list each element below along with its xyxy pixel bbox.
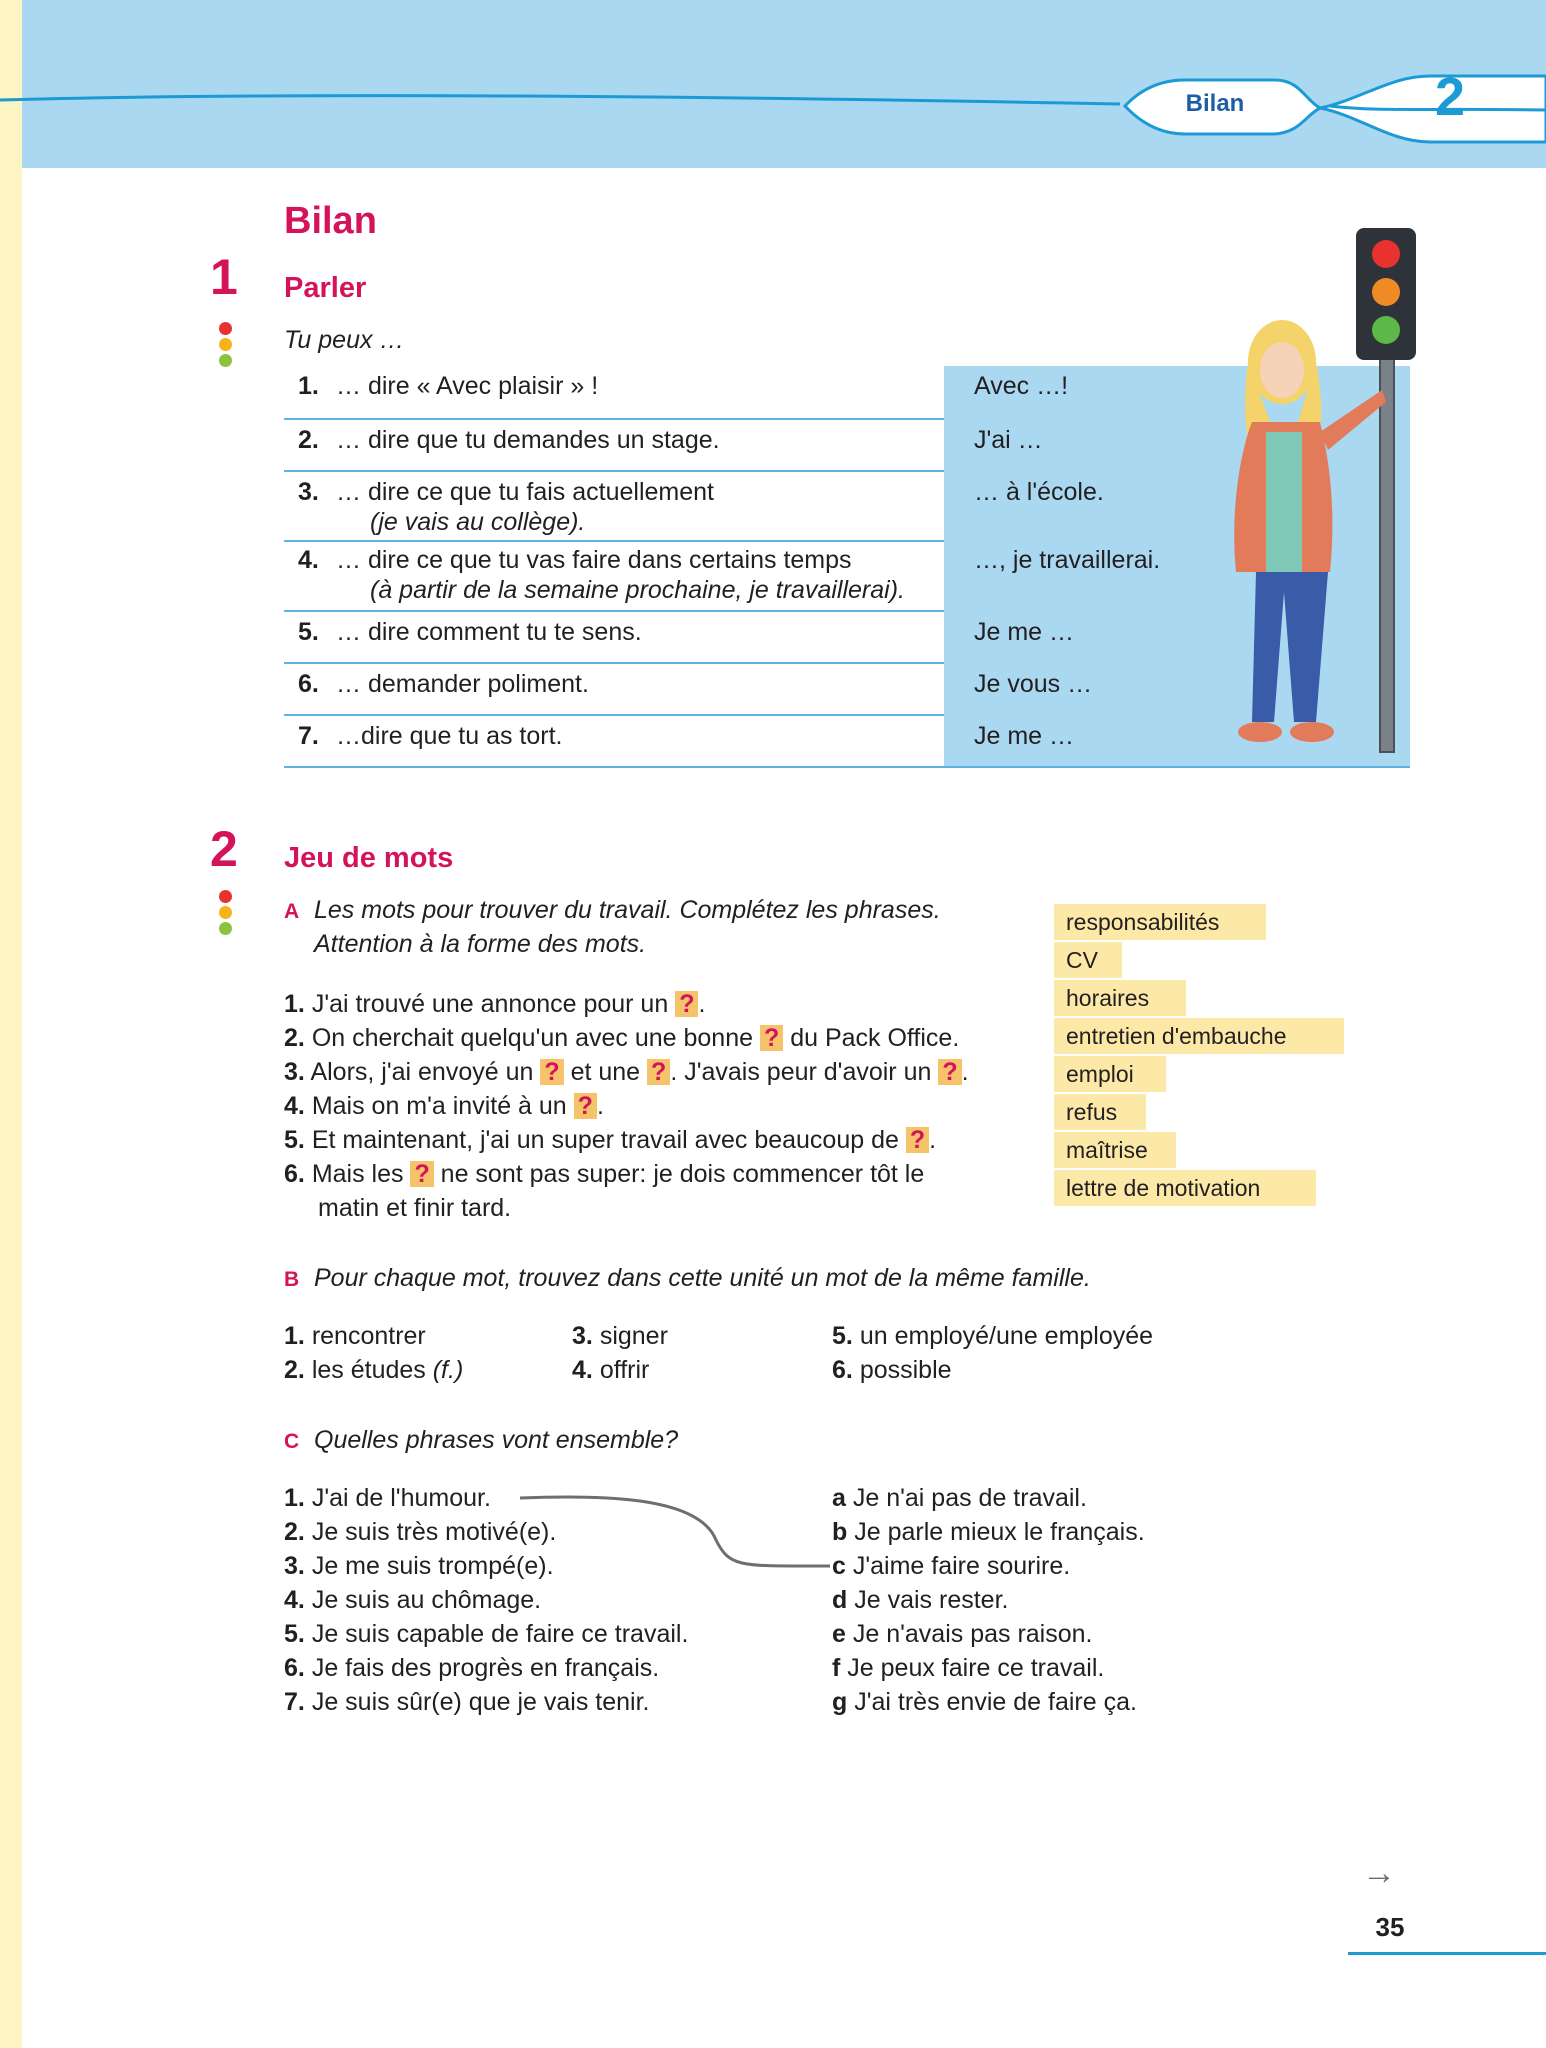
header-tab-label: Bilan <box>1185 90 1245 117</box>
blank-qmark: ? <box>410 1161 433 1187</box>
match-right-item: f Je peux faire ce travail. <box>832 1654 1105 1682</box>
left-margin-strip <box>0 0 22 2048</box>
yellow-dot-icon <box>219 338 232 351</box>
word-box-item: horaires <box>1054 980 1186 1016</box>
section-1-title: Parler <box>284 272 367 304</box>
answer-text: Avec …! <box>974 372 1069 400</box>
list-item: 3. signer <box>572 1322 668 1350</box>
match-right-item: g J'ai très envie de faire ça. <box>832 1688 1137 1716</box>
blank-qmark: ? <box>540 1059 563 1085</box>
traffic-light-girl-illustration <box>1170 222 1430 762</box>
word-box-item: lettre de motivation <box>1054 1170 1316 1206</box>
answer-text: Je me … <box>974 618 1075 646</box>
match-right-item: a Je n'ai pas de travail. <box>832 1484 1087 1512</box>
match-right-item: b Je parle mieux le français. <box>832 1518 1145 1546</box>
word-box-item: responsabilités <box>1054 904 1266 940</box>
row-subtext: (je vais au collège). <box>370 508 586 536</box>
match-right-item: e Je n'avais pas raison. <box>832 1620 1093 1648</box>
next-page-arrow-icon[interactable]: → <box>1362 1854 1396 1892</box>
row-text: … dire « Avec plaisir » ! <box>336 372 599 400</box>
blank-qmark: ? <box>938 1059 961 1085</box>
row-number: 4. <box>298 546 319 574</box>
row-text: … dire ce que tu vas faire dans certains temps <box>336 546 852 574</box>
section-2-title: Jeu de mots <box>284 842 454 874</box>
match-left-item: 1. J'ai de l'humour. <box>284 1484 491 1512</box>
match-left-item: 6. Je fais des progrès en français. <box>284 1654 660 1682</box>
yellow-dot-icon <box>219 906 232 919</box>
match-right-item: c J'aime faire sourire. <box>832 1552 1071 1580</box>
section-1-number: 1 <box>210 249 238 305</box>
part-c-letter: C <box>284 1430 300 1453</box>
section-1-intro: Tu peux … <box>284 326 405 354</box>
part-a-letter: A <box>284 900 300 923</box>
row-number: 3. <box>298 478 319 506</box>
fill-sentence: 1. J'ai trouvé une annonce pour un ? . <box>284 990 706 1018</box>
section-2-number: 2 <box>210 821 238 877</box>
row-number: 6. <box>298 670 319 698</box>
row-number: 1. <box>298 372 319 400</box>
match-left-item: 5. Je suis capable de faire ce travail. <box>284 1620 689 1648</box>
list-item: 6. possible <box>832 1356 952 1384</box>
red-dot-icon <box>219 890 232 903</box>
header-wave-line <box>0 0 1546 168</box>
answer-text: … à l'école. <box>974 478 1104 506</box>
match-left-item: 4. Je suis au chômage. <box>284 1586 542 1614</box>
word-box-item: refus <box>1054 1094 1146 1130</box>
row-number: 7. <box>298 722 319 750</box>
word-box-item: maîtrise <box>1054 1132 1176 1168</box>
fill-sentence-continuation: matin et finir tard. <box>318 1194 512 1222</box>
row-number: 5. <box>298 618 319 646</box>
row-text: … dire que tu demandes un stage. <box>336 426 720 454</box>
fill-sentence: 4. Mais on m'a invité à un ? . <box>284 1092 604 1120</box>
fill-sentence: 6. Mais les ? ne sont pas super: je dois commencer tôt le <box>284 1160 925 1188</box>
match-left-item: 3. Je me suis trompé(e). <box>284 1552 554 1580</box>
list-item: 1. rencontrer <box>284 1322 426 1350</box>
row-text: …dire que tu as tort. <box>336 722 563 750</box>
part-a-instruction-2: Attention à la forme des mots. <box>314 930 647 958</box>
list-item: 5. un employé/une employée <box>832 1322 1154 1350</box>
part-a-instruction: Les mots pour trouver du travail. Complétez les phrases. <box>314 896 941 924</box>
word-box-item: emploi <box>1054 1056 1166 1092</box>
match-left-item: 7. Je suis sûr(e) que je vais tenir. <box>284 1688 650 1716</box>
answer-text: Je me … <box>974 722 1075 750</box>
row-text: … dire ce que tu fais actuellement <box>336 478 714 506</box>
green-dot-icon <box>219 922 232 935</box>
word-box-item: entretien d'embauche <box>1054 1018 1344 1054</box>
blank-qmark: ? <box>906 1127 929 1153</box>
blank-qmark: ? <box>675 991 698 1017</box>
word-box-item: CV <box>1054 942 1122 978</box>
answer-text: …, je travaillerai. <box>974 546 1161 574</box>
answer-text: Je vous … <box>974 670 1093 698</box>
row-text: … dire comment tu te sens. <box>336 618 642 646</box>
row-subtext: (à partir de la semaine prochaine, je travaillerai). <box>370 576 905 604</box>
page-number: 35 <box>1375 1912 1405 1942</box>
fill-sentence: 2. On cherchait quelqu'un avec une bonne ? du Pack Office. <box>284 1024 960 1052</box>
blank-qmark: ? <box>760 1025 783 1051</box>
list-item: 2. les études (f.) <box>284 1356 464 1384</box>
page-title: Bilan <box>284 200 377 242</box>
answer-text: J'ai … <box>974 426 1043 454</box>
green-dot-icon <box>219 354 232 367</box>
row-number: 2. <box>298 426 319 454</box>
row-text: … demander poliment. <box>336 670 589 698</box>
page-number-rule <box>1348 1952 1546 1955</box>
part-b-instruction: Pour chaque mot, trouvez dans cette unité un mot de la même famille. <box>314 1264 1091 1292</box>
blank-qmark: ? <box>647 1059 670 1085</box>
fill-sentence: 3. Alors, j'ai envoyé un ? et une ? . J'avais peur d'avoir un ? . <box>284 1058 969 1086</box>
fill-sentence: 5. Et maintenant, j'ai un super travail avec beaucoup de ? . <box>284 1126 937 1154</box>
match-right-item: d Je vais rester. <box>832 1586 1009 1614</box>
part-b-letter: B <box>284 1268 300 1291</box>
blank-qmark: ? <box>574 1093 597 1119</box>
unit-number: 2 <box>1434 67 1466 127</box>
list-item: 4. offrir <box>572 1356 650 1384</box>
match-left-item: 2. Je suis très motivé(e). <box>284 1518 557 1546</box>
red-dot-icon <box>219 322 232 335</box>
part-c-instruction: Quelles phrases vont ensemble? <box>314 1426 679 1454</box>
